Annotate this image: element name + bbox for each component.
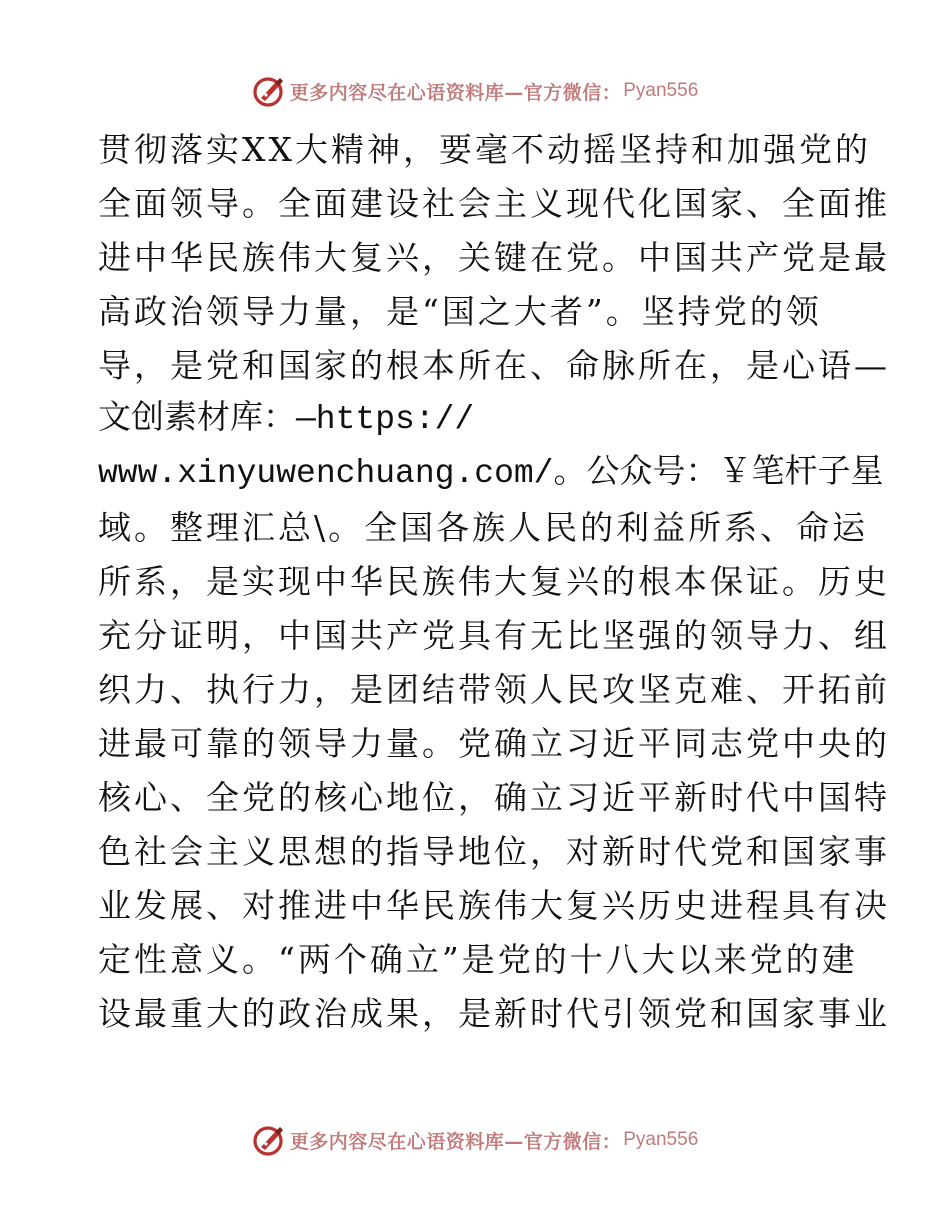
- page-header-banner: [0, 74, 950, 108]
- body-text-line: 业发展、对推进中华民族伟大复兴历史进程具有决: [98, 886, 890, 925]
- footer-banner-text: 更多内容尽在心语资料库—官方微信：: [289, 1130, 622, 1153]
- body-text-line: 全面领导。全面建设社会主义现代化国家、全面推: [98, 184, 890, 223]
- body-text-line: 域。整理汇总\。全国各族人民的利益所系、命运: [98, 508, 869, 547]
- document-body: [98, 123, 890, 1041]
- pen-nib-logo-icon: [252, 74, 286, 108]
- body-text-line: 设最重大的政治成果，是新时代引领党和国家事业: [98, 994, 890, 1033]
- body-text-line: 高政治领导力量，是“国之大者”。坚持党的领: [98, 292, 822, 331]
- body-text-line: 织力、执行力，是团结带领人民攻坚克难、开拓前: [98, 670, 890, 709]
- body-text-line: 核心、全党的核心地位，确立习近平新时代中国特: [98, 778, 890, 817]
- body-text-line: 导，是党和国家的根本所在、命脉所在，是心语—: [98, 346, 890, 385]
- body-text-line: 充分证明，中国共产党具有无比坚强的领导力、组: [98, 616, 890, 655]
- page-footer-banner: [0, 1123, 950, 1157]
- body-text-line: 所系，是实现中华民族伟大复兴的根本保证。历史: [98, 562, 890, 601]
- body-text-line: 文创素材库：—https://: [98, 401, 475, 438]
- header-wechat-id: Pyan556: [623, 80, 699, 101]
- pen-nib-logo-icon: [252, 1123, 286, 1157]
- body-text-line: 色社会主义思想的指导地位，对新时代党和国家事: [98, 832, 890, 871]
- header-banner-text: 更多内容尽在心语资料库—官方微信：: [289, 81, 622, 104]
- body-text-line: 贯彻落实XX大精神，要毫不动摇坚持和加强党的: [98, 130, 871, 169]
- body-text-line: 进中华民族伟大复兴，关键在党。中国共产党是最: [98, 238, 890, 277]
- body-text-line: 进最可靠的领导力量。党确立习近平同志党中央的: [98, 724, 890, 763]
- footer-wechat-id: Pyan556: [623, 1129, 699, 1150]
- body-text-line: 定性意义。“两个确立”是党的十八大以来党的建: [98, 940, 858, 979]
- body-text-line: www.xinyuwenchuang.com/。公众号：￥笔杆子星: [98, 455, 884, 492]
